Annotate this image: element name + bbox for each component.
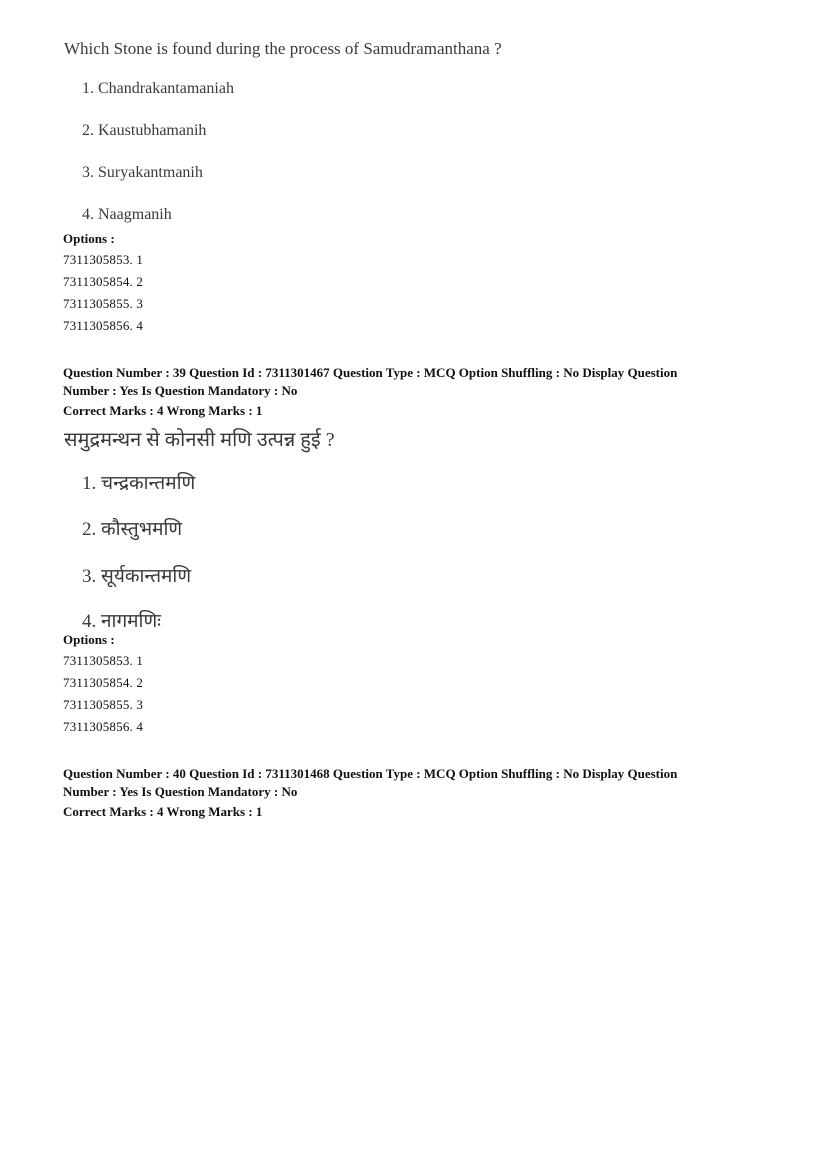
question-38-choice-3: 3. Suryakantmanih xyxy=(82,164,203,181)
option-id-row: 7311305854. 2 xyxy=(63,274,144,289)
question-38-choice-1: 1. Chandrakantamaniah xyxy=(82,80,234,97)
question-39-meta-line-2: Number : Yes Is Question Mandatory : No xyxy=(63,383,298,398)
question-38-choice-2: 2. Kaustubhamanih xyxy=(82,122,207,139)
options-label: Options : xyxy=(63,632,115,647)
question-39-choice-3: 3. सूर्यकान्तमणि xyxy=(82,566,192,587)
question-39-meta xyxy=(63,364,773,420)
options-label: Options : xyxy=(63,231,115,246)
option-id-row: 7311305856. 4 xyxy=(63,719,144,734)
question-40-meta-line-2: Number : Yes Is Question Mandatory : No xyxy=(63,784,298,799)
option-id-row: 7311305855. 3 xyxy=(63,697,144,712)
question-40-meta xyxy=(63,765,773,821)
question-39-choice-2: 2. कौस्तुभमणि xyxy=(82,519,183,540)
question-39-choice-1: 1. चन्द्रकान्तमणि xyxy=(82,473,196,494)
question-39-choice-4: 4. नागमणिः xyxy=(82,611,162,632)
option-id-row: 7311305853. 1 xyxy=(63,653,144,668)
question-39-text: समुद्रमन्थन से कोनसी मणि उत्पन्न हुई ? xyxy=(64,429,335,451)
option-id-row: 7311305855. 3 xyxy=(63,296,144,311)
question-40-meta-line-1: Question Number : 40 Question Id : 7311301468 Question Type : MCQ Option Shuffling : No Display Question xyxy=(63,766,678,781)
option-id-row: 7311305856. 4 xyxy=(63,318,144,333)
question-38-text: Which Stone is found during the process of Samudramanthana ? xyxy=(64,39,502,58)
question-38-choice-4: 4. Naagmanih xyxy=(82,206,172,223)
question-39-meta-line-1: Question Number : 39 Question Id : 7311301467 Question Type : MCQ Option Shuffling : No Display Question xyxy=(63,365,678,380)
question-40-marks: Correct Marks : 4 Wrong Marks : 1 xyxy=(63,804,263,819)
option-id-row: 7311305854. 2 xyxy=(63,675,144,690)
question-39-marks: Correct Marks : 4 Wrong Marks : 1 xyxy=(63,403,263,418)
option-id-row: 7311305853. 1 xyxy=(63,252,144,267)
